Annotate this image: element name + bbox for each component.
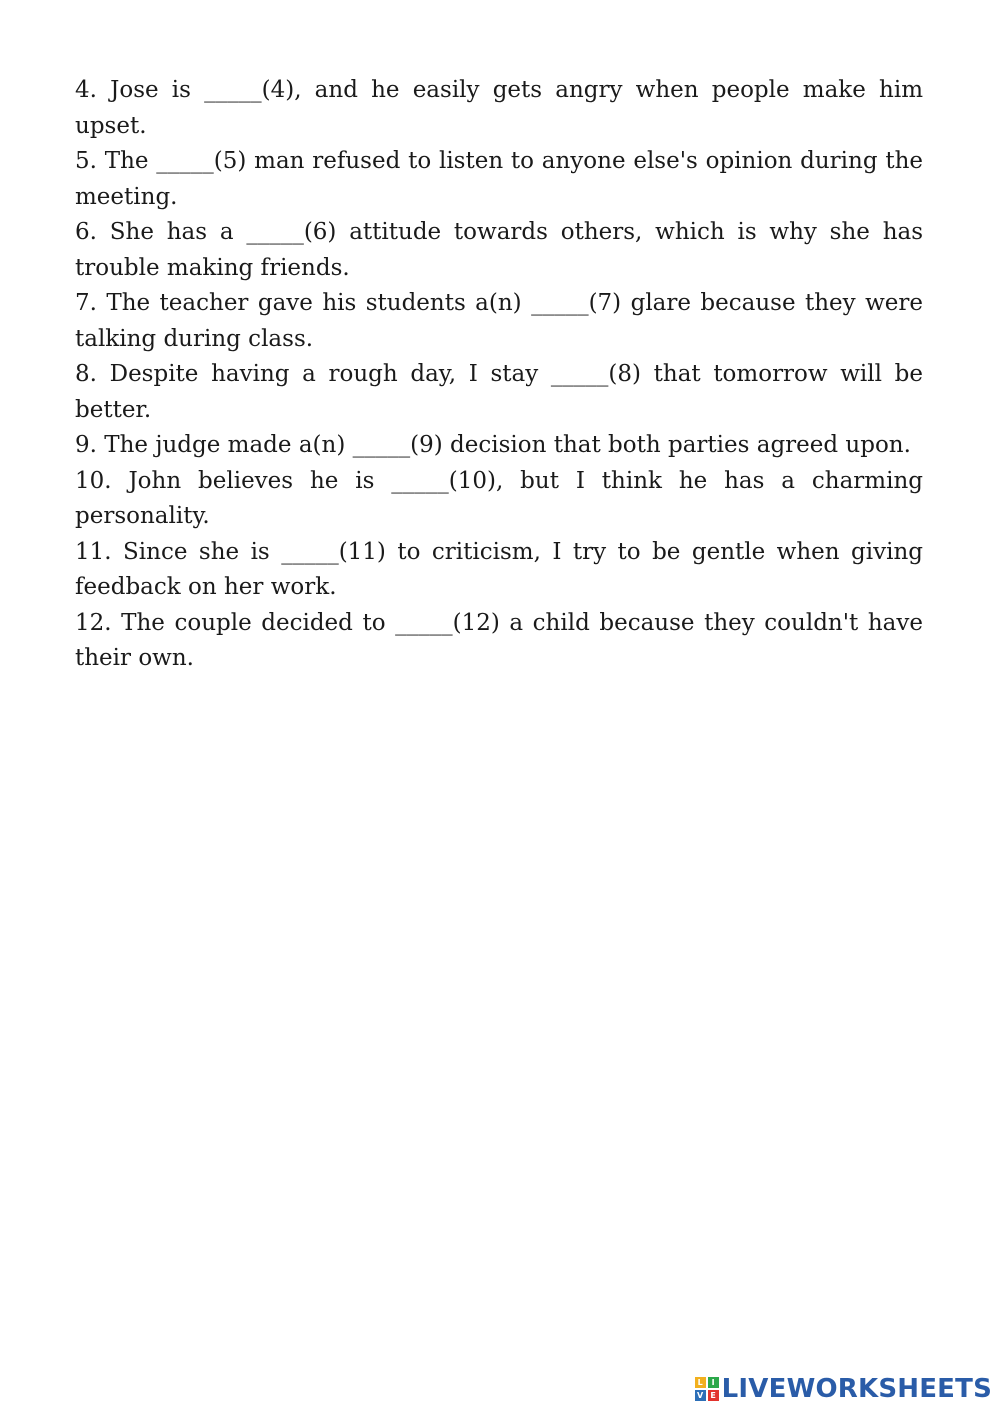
question-text: Despite having a rough day, I stay xyxy=(109,361,551,387)
question-text: decision that both parties agreed upon. xyxy=(442,432,911,458)
question-number: 8. xyxy=(75,361,97,387)
logo-text: LIVEWORKSHEETS xyxy=(721,1374,992,1404)
question-item xyxy=(75,464,923,535)
answer-blank[interactable]: _____ xyxy=(550,361,609,387)
question-text: The couple decided to xyxy=(121,609,396,636)
question-text: Since she is xyxy=(123,538,282,565)
answer-blank[interactable]: _____ xyxy=(281,538,339,565)
question-text: The teacher gave his students a(n) xyxy=(106,290,532,316)
question-item xyxy=(75,144,923,215)
answer-blank[interactable]: _____ xyxy=(204,77,262,103)
question-item xyxy=(75,73,923,144)
blank-reference: (6) xyxy=(303,219,337,245)
answer-blank[interactable]: _____ xyxy=(246,219,304,245)
question-text: that tomorrow will be better. xyxy=(75,361,923,423)
question-number: 7. xyxy=(75,290,97,316)
question-item xyxy=(75,535,923,606)
logo-mark-letter: E xyxy=(708,1390,719,1401)
question-number: 4. xyxy=(75,77,97,103)
question-item xyxy=(75,606,923,677)
answer-blank[interactable]: _____ xyxy=(391,467,449,494)
question-number: 9. xyxy=(75,432,97,458)
question-number: 10. xyxy=(75,467,112,494)
question-text: Jose is xyxy=(110,77,205,103)
question-text: , but I think he has a charming personality. xyxy=(75,467,923,529)
blank-reference: (9) xyxy=(410,432,443,458)
question-text: to criticism, I try to be gentle when giving feedback on her work. xyxy=(75,538,923,600)
blank-reference: (7) xyxy=(588,290,622,316)
logo-mark-letter: I xyxy=(708,1377,719,1388)
worksheet-questions xyxy=(75,73,923,677)
question-number: 11. xyxy=(75,538,112,565)
question-text: a child because they couldn't have their own. xyxy=(75,609,923,671)
blank-reference: (12) xyxy=(452,609,500,636)
answer-blank[interactable]: _____ xyxy=(531,290,589,316)
liveworksheets-logo-icon xyxy=(695,1377,719,1401)
question-text: She has a xyxy=(109,219,247,245)
question-number: 12. xyxy=(75,609,112,636)
question-text: man refused to listen to anyone else's opinion during the meeting. xyxy=(75,148,924,210)
question-number: 5. xyxy=(75,148,97,174)
logo-mark-letter: V xyxy=(695,1390,706,1401)
answer-blank[interactable]: _____ xyxy=(156,148,214,174)
logo-mark-letter: L xyxy=(695,1377,706,1388)
blank-reference: (10) xyxy=(448,467,496,494)
liveworksheets-logo xyxy=(695,1374,992,1404)
question-number: 6. xyxy=(75,219,97,245)
question-text: attitude towards others, which is why she has trouble making friends. xyxy=(75,219,924,281)
question-item xyxy=(75,357,923,428)
blank-reference: (11) xyxy=(338,538,386,565)
answer-blank[interactable]: _____ xyxy=(395,609,453,636)
question-item xyxy=(75,215,923,286)
question-text: glare because they were talking during class. xyxy=(75,290,923,352)
question-text: , and he easily gets angry when people make him upset. xyxy=(75,77,924,139)
question-item xyxy=(75,428,923,464)
blank-reference: (8) xyxy=(608,361,641,387)
blank-reference: (4) xyxy=(261,77,295,103)
blank-reference: (5) xyxy=(213,148,247,174)
answer-blank[interactable]: _____ xyxy=(352,432,411,458)
question-text: The judge made a(n) xyxy=(104,432,353,458)
question-text: The xyxy=(104,148,157,174)
question-item xyxy=(75,286,923,357)
question-text: John believes he is xyxy=(128,467,392,494)
